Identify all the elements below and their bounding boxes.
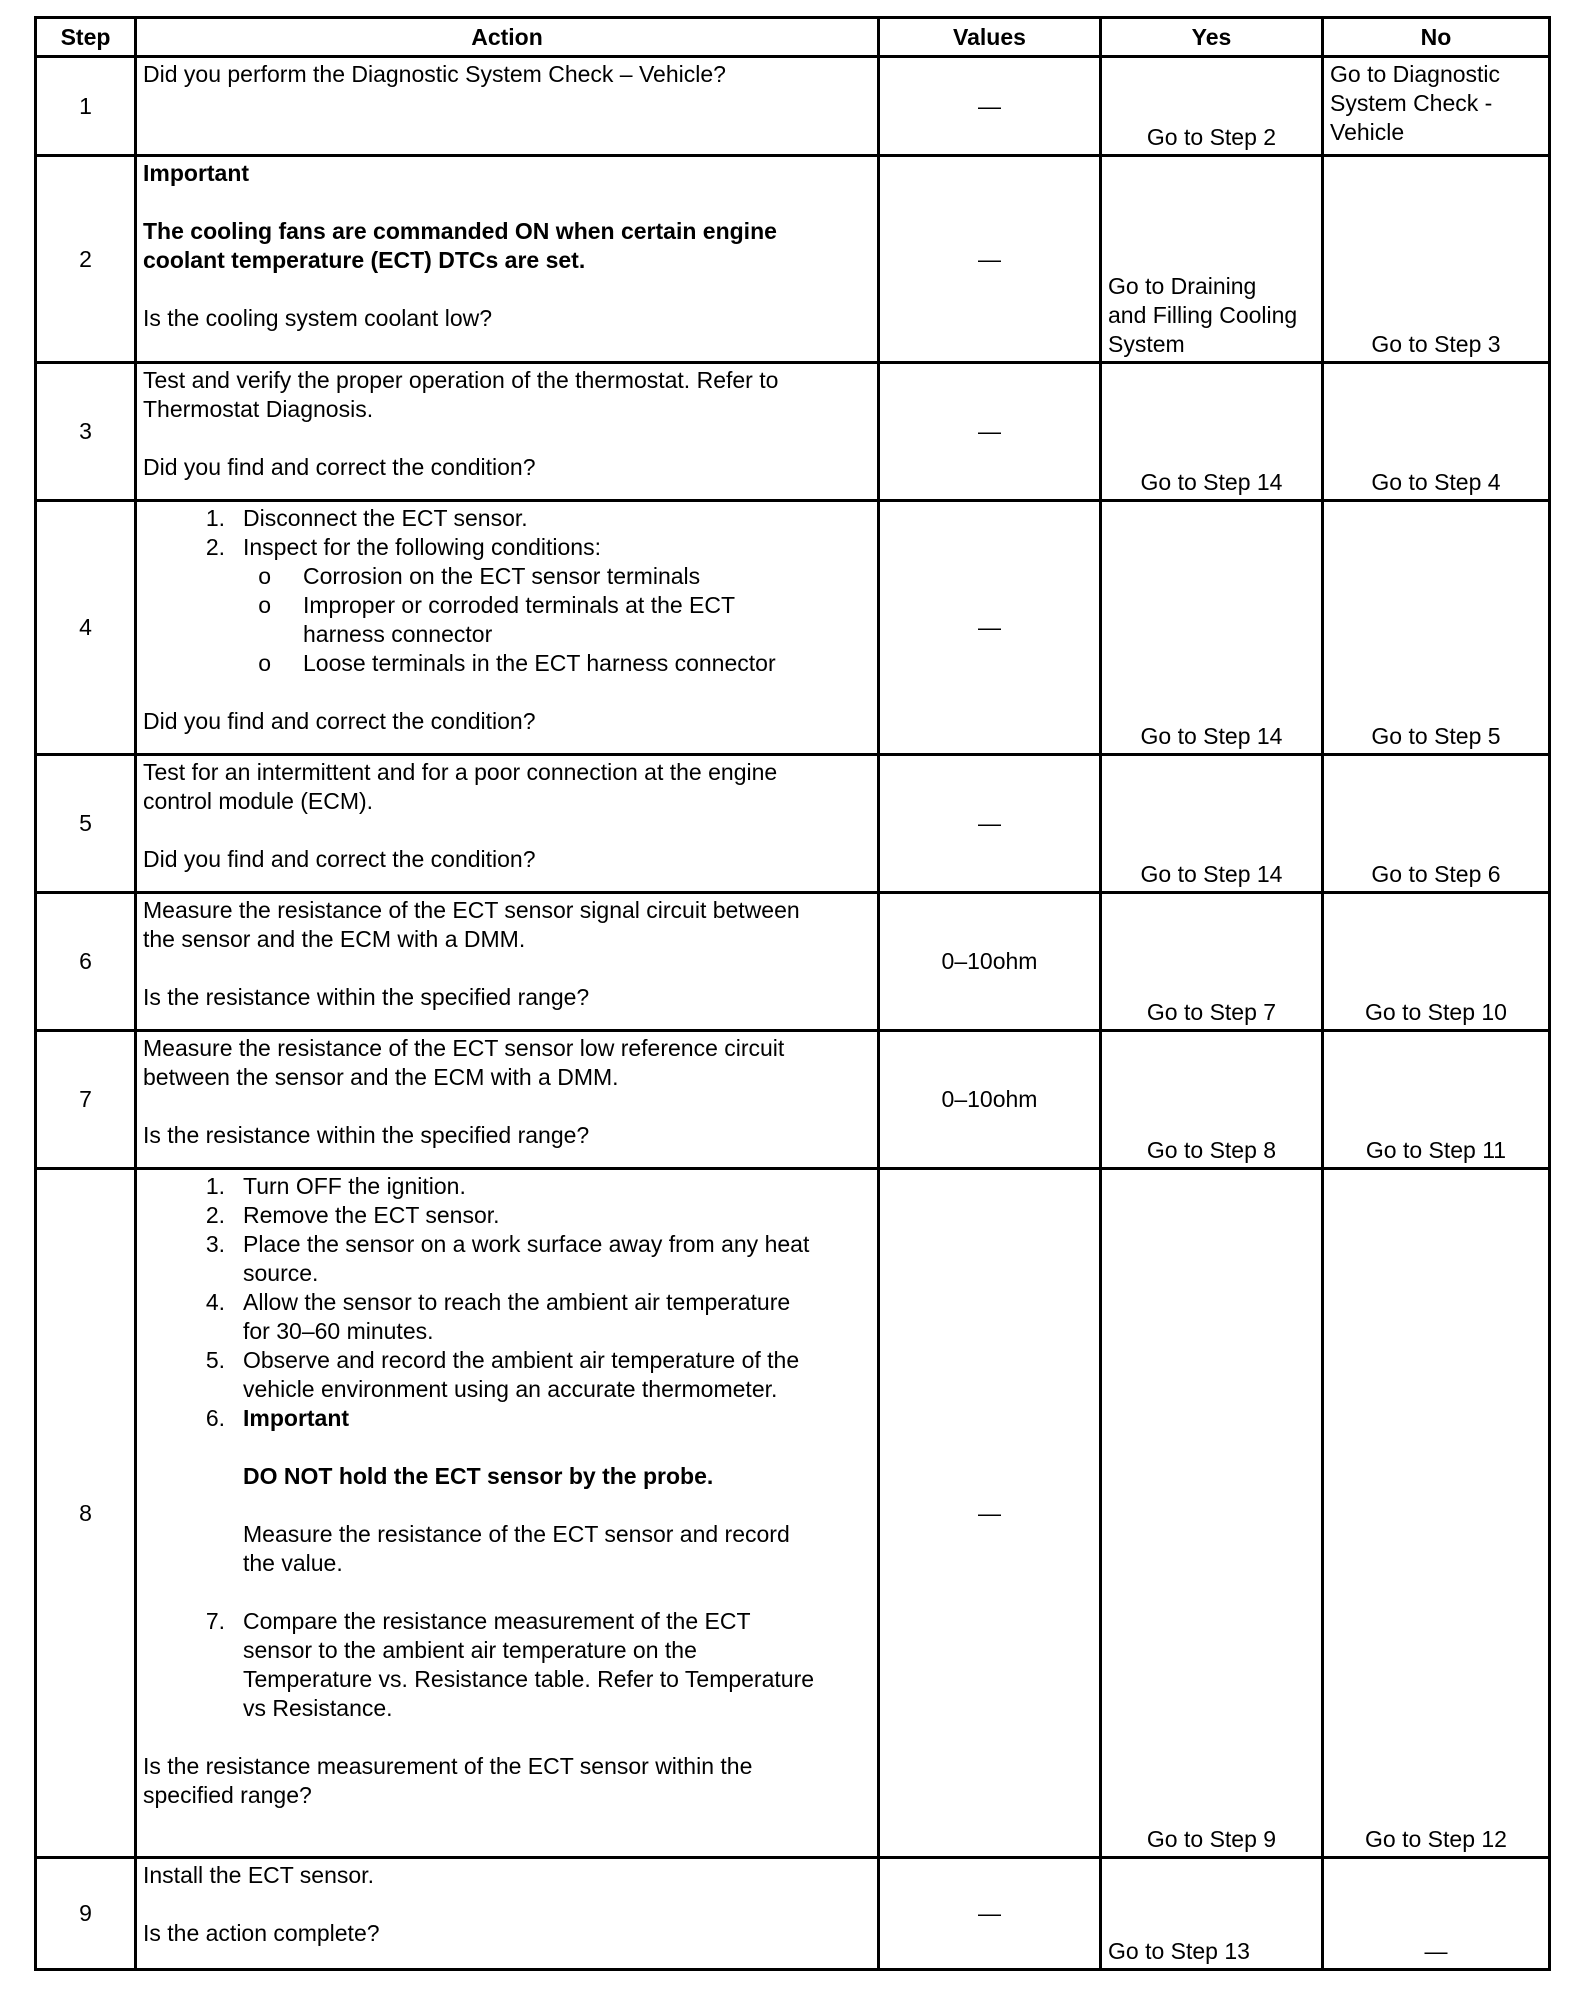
action-cell [136, 1858, 879, 1970]
action-text: Install the ECT sensor. [143, 1862, 374, 1888]
action-cell [136, 57, 879, 156]
list-item: 2. Remove the ECT sensor. [205, 1202, 500, 1228]
diagnostic-table [34, 16, 1551, 1971]
table-row [36, 1169, 1550, 1858]
action-cell [136, 156, 879, 363]
action-question: Did you find and correct the condition? [143, 846, 536, 872]
table-row [36, 156, 1550, 363]
yes-cell [1101, 156, 1323, 363]
yes-cell: Go to Step 8 [1101, 1031, 1323, 1169]
action-text: Thermostat Diagnosis. [143, 396, 374, 422]
yes-cell: Go to Step 13 [1101, 1858, 1323, 1970]
values-cell: 0–10ohm [879, 893, 1101, 1031]
step-number: 3 [36, 363, 136, 501]
no-line: Go to Diagnostic [1330, 61, 1501, 87]
list-item: 1. Disconnect the ECT sensor. [205, 505, 528, 531]
action-cell [136, 1031, 879, 1169]
list-item: 1. Turn OFF the ignition. [205, 1173, 466, 1199]
no-cell: Go to Step 11 [1323, 1031, 1550, 1169]
no-cell: Go to Step 5 [1323, 501, 1550, 755]
action-cell [136, 755, 879, 893]
procedure-list [143, 1172, 871, 1723]
step-number: 7 [36, 1031, 136, 1169]
step-number: 5 [36, 755, 136, 893]
no-cell: Go to Step 3 [1323, 156, 1550, 363]
important-label: Important [243, 1405, 350, 1431]
list-item: o Corrosion on the ECT sensor terminals [258, 563, 701, 589]
important-text: The cooling fans are commanded ON when certain engine [143, 218, 777, 244]
list-item: o Loose terminals in the ECT harness connector [258, 650, 776, 676]
important-text: DO NOT hold the ECT sensor by the probe. [243, 1463, 714, 1489]
values-cell: — [879, 1858, 1101, 1970]
action-question: Did you find and correct the condition? [143, 708, 536, 734]
step-number: 6 [36, 893, 136, 1031]
action-question: Did you find and correct the condition? [143, 454, 536, 480]
action-text: the sensor and the ECM with a DMM. [143, 926, 526, 952]
table-row [36, 1858, 1550, 1970]
action-question: Did you perform the Diagnostic System Check – Vehicle? [143, 61, 726, 87]
action-cell [136, 363, 879, 501]
list-item: 2. Inspect for the following conditions: [205, 534, 601, 560]
step-number: 4 [36, 501, 136, 755]
action-question: Is the cooling system coolant low? [143, 305, 493, 331]
action-question: Is the action complete? [143, 1920, 380, 1946]
table-row [36, 501, 1550, 755]
step-number: 2 [36, 156, 136, 363]
yes-line: Go to Draining [1108, 273, 1257, 299]
no-line: Vehicle [1330, 119, 1405, 145]
action-question: Is the resistance measurement of the ECT sensor within the [143, 1753, 753, 1779]
step-number: 1 [36, 57, 136, 156]
header-no: No [1323, 18, 1550, 57]
yes-cell: Go to Step 7 [1101, 893, 1323, 1031]
table-row [36, 1031, 1550, 1169]
no-cell: Go to Step 6 [1323, 755, 1550, 893]
action-text: Measure the resistance of the ECT sensor low reference circuit [143, 1035, 785, 1061]
list-item: 7. Compare the resistance measurement of the ECT sensor to the ambient air temperature on the Temperature vs. Resistance table. Refer to Temperature vs Resistance. [205, 1608, 815, 1721]
action-text: between the sensor and the ECM with a DMM. [143, 1064, 619, 1090]
action-cell [136, 893, 879, 1031]
action-cell [136, 501, 879, 755]
values-cell: 0–10ohm [879, 1031, 1101, 1169]
list-item: 3. Place the sensor on a work surface away from any heat source. [205, 1231, 810, 1286]
table-row [36, 893, 1550, 1031]
values-cell: — [879, 156, 1101, 363]
yes-line: System [1108, 331, 1185, 357]
action-question: specified range? [143, 1782, 312, 1808]
action-question: Is the resistance within the specified range? [143, 984, 590, 1010]
list-item: 5. Observe and record the ambient air temperature of the vehicle environment using an accurate thermometer. [205, 1347, 800, 1402]
no-cell: Go to Step 12 [1323, 1169, 1550, 1858]
values-cell: — [879, 57, 1101, 156]
list-item: o Improper or corroded terminals at the ECT harness connector [258, 592, 736, 647]
condition-list [143, 562, 871, 678]
table-row [36, 57, 1550, 156]
list-item: 6. Important DO NOT hold the ECT sensor by the probe. Measure the resistance of the ECT sensor and record the value. [143, 1404, 871, 1607]
header-step: Step [36, 18, 136, 57]
no-cell: — [1323, 1858, 1550, 1970]
no-cell [1323, 57, 1550, 156]
action-text: control module (ECM). [143, 788, 374, 814]
yes-cell: Go to Step 2 [1101, 57, 1323, 156]
table-row [36, 755, 1550, 893]
yes-line: and Filling Cooling [1108, 302, 1298, 328]
yes-cell: Go to Step 14 [1101, 755, 1323, 893]
important-label: Important [143, 160, 250, 186]
yes-cell: Go to Step 14 [1101, 363, 1323, 501]
header-yes: Yes [1101, 18, 1323, 57]
procedure-list [143, 504, 871, 562]
step-number: 8 [36, 1169, 136, 1858]
table-row [36, 363, 1550, 501]
action-text: Measure the resistance of the ECT sensor signal circuit between [143, 897, 800, 923]
values-cell: — [879, 363, 1101, 501]
action-text: Test for an intermittent and for a poor connection at the engine [143, 759, 778, 785]
yes-cell: Go to Step 14 [1101, 501, 1323, 755]
yes-cell: Go to Step 9 [1101, 1169, 1323, 1858]
list-item: 4. Allow the sensor to reach the ambient air temperature for 30–60 minutes. [205, 1289, 791, 1344]
action-question: Is the resistance within the specified range? [143, 1122, 590, 1148]
values-cell: — [879, 501, 1101, 755]
no-cell: Go to Step 10 [1323, 893, 1550, 1031]
important-text: coolant temperature (ECT) DTCs are set. [143, 247, 586, 273]
no-cell: Go to Step 4 [1323, 363, 1550, 501]
action-text: Test and verify the proper operation of the thermostat. Refer to [143, 367, 779, 393]
table-header-row [36, 18, 1550, 57]
action-cell [136, 1169, 879, 1858]
values-cell: — [879, 755, 1101, 893]
step-number: 9 [36, 1858, 136, 1970]
values-cell: — [879, 1169, 1101, 1858]
header-action: Action [136, 18, 879, 57]
header-values: Values [879, 18, 1101, 57]
no-line: System Check - [1330, 90, 1493, 116]
